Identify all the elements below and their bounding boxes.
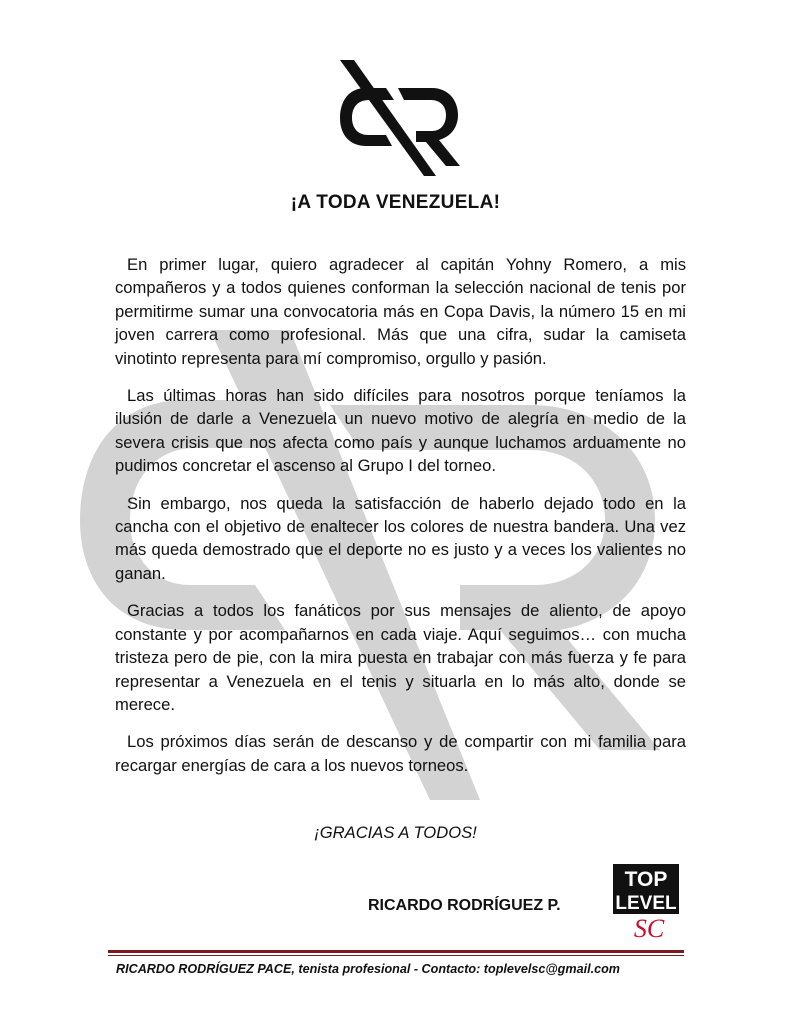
- footer-divider: [108, 950, 684, 956]
- footer-divider-thin: [108, 955, 684, 956]
- monogram-logo: [336, 60, 462, 176]
- paragraph-4: Gracias a todos los fanáticos por sus mensajes de aliento, de apoyo constante y por acompañarnos en cada viaje. Aquí seguimos… con mucha tristeza pero de pie, con la mira puesta en trabajar con más fuerza y fe para representar a Venezuela en el tenis y situarla en lo más alto, donde se merece.: [115, 601, 686, 714]
- signature: RICARDO RODRÍGUEZ P.: [368, 897, 561, 914]
- brand-logo-line1: TOP: [624, 868, 668, 891]
- footer-contact: RICARDO RODRÍGUEZ PACE, tenista profesional - Contacto: toplevelsc@gmail.com: [116, 962, 620, 976]
- brand-logo-line3: SC: [633, 914, 665, 942]
- document-title: ¡A TODA VENEZUELA!: [290, 192, 501, 213]
- letter-body: [115, 253, 686, 791]
- paragraph-2: Las últimas horas han sido difíciles para nosotros porque teníamos la ilusión de darle a Venezuela un nuevo motivo de alegría en medio de la severa crisis que nos afecta como país y aunque luchamos arduamente no pudimos concretar el ascenso al Grupo I del torneo.: [115, 386, 686, 476]
- paragraph-5: Los próximos días serán de descanso y de compartir con mi familia para recargar energías de cara a los nuevos torneos.: [115, 732, 686, 775]
- paragraph-1: En primer lugar, quiero agradecer al capitán Yohny Romero, a mis compañeros y a todos quienes conforman la selección nacional de tenis por permitirme sumar una convocatoria más en Copa Davis, la número 15 en mi joven carrera como profesional. Más que una cifra, sudar la camiseta vinotinto representa para mí compromiso, orgullo y pasión.: [115, 255, 686, 368]
- closing-line: ¡GRACIAS A TODOS!: [314, 823, 477, 842]
- paragraph-3: Sin embargo, nos queda la satisfacción de haberlo dejado todo en la cancha con el objetivo de enaltecer los colores de nuestra bandera. Una vez más queda demostrado que el deporte no es justo y a veces los valientes no ganan.: [115, 493, 686, 583]
- brand-logo-line2: LEVEL: [615, 893, 677, 914]
- top-level-sc-logo: [611, 860, 681, 942]
- footer-divider-thick: [108, 950, 684, 953]
